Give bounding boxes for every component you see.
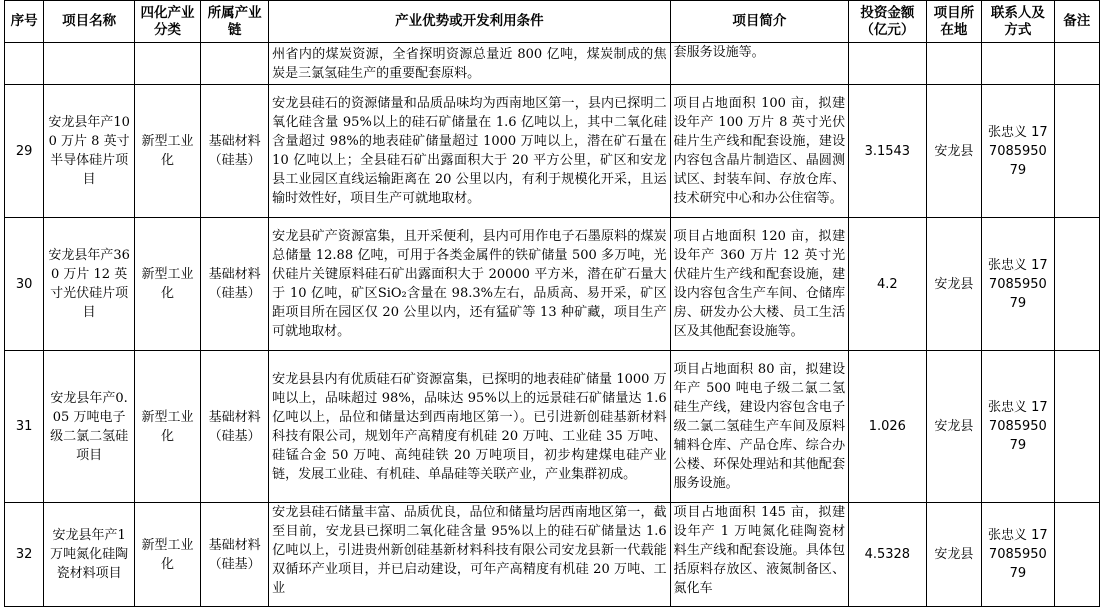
cell-amount: 4.2 [849, 218, 926, 351]
header-category: 四化产业分类 [135, 1, 201, 43]
cell-note [1054, 85, 1100, 218]
cell-no: 30 [5, 218, 44, 351]
cell-chain: 基础材料（硅基） [201, 503, 269, 607]
cell-category: 新型工业化 [135, 85, 201, 218]
cell-note [1054, 43, 1100, 85]
header-advantage: 产业优势或开发利用条件 [269, 1, 670, 43]
table-row [5, 351, 1100, 503]
cell-category: 新型工业化 [135, 351, 201, 503]
cell-contact: 张忠义 17708595079 [982, 218, 1054, 351]
project-table-wrapper [4, 0, 1100, 607]
cell-note [1054, 503, 1100, 607]
header-contact: 联系人及方式 [982, 1, 1054, 43]
header-intro: 项目简介 [670, 1, 849, 43]
cell-contact: 张忠义 17708595079 [982, 85, 1054, 218]
header-chain: 所属产业链 [201, 1, 269, 43]
cell-location: 安龙县 [926, 351, 982, 503]
cell-intro: 项目占地面积 80 亩，拟建设年产 500 吨电子级二氯二氢硅生产线，建设内容包含电子级二氯二氢硅生产车间及原料辅料仓库、产品仓库、综合办公楼、环保处理站和其他配套服务设施。 [670, 351, 849, 503]
cell-category [135, 43, 201, 85]
table-row [5, 218, 1100, 351]
cell-name [44, 43, 135, 85]
cell-no: 29 [5, 85, 44, 218]
header-location: 项目所在地 [926, 1, 982, 43]
cell-name: 安龙县年产100 万片 8 英寸半导体硅片项目 [44, 85, 135, 218]
cell-advantage: 安龙县硅石的资源储量和品质品味均为西南地区第一，县内已探明二氧化硅含量 95%以上的硅石矿储量在 1.6 亿吨以上，其中二氧化硅含量超过 98%的地表硅矿储量超过 1000 万吨以上，潜在矿石量在 10 亿吨以上；全县硅石矿出露面积大于 20 平方公里，矿区和安龙县工业园区直线运输距离在 20 公里以内，有利于规模化开采，且运输时效性好，项目生产可就地取材。 [269, 85, 670, 218]
cell-category: 新型工业化 [135, 503, 201, 607]
cell-chain: 基础材料（硅基） [201, 218, 269, 351]
cell-name: 安龙县年产0.05 万吨电子级二氯二氢硅项目 [44, 351, 135, 503]
cell-amount: 4.5328 [849, 503, 926, 607]
cell-no: 31 [5, 351, 44, 503]
cell-advantage: 州省内的煤炭资源，全省探明资源总量近 800 亿吨，煤炭制成的焦炭是三氯氢硅生产的重要配套原料。 [269, 43, 670, 85]
header-amount: 投资金额（亿元） [849, 1, 926, 43]
cell-name: 安龙县年产1 万吨氮化硅陶瓷材料项目 [44, 503, 135, 607]
cell-intro: 项目占地面积 100 亩，拟建设年产 100 万片 8 英寸光伏硅片生产线和配套设施，建设内容包含晶片制造区、晶圆测试区、封装车间、存放仓库、技术研究中心和办公住宿等。 [670, 85, 849, 218]
cell-name: 安龙县年产360 万片 12 英寸光伏硅片项目 [44, 218, 135, 351]
cell-location [926, 43, 982, 85]
cell-intro: 项目占地面积 145 亩，拟建设年产 1 万吨氮化硅陶瓷材料生产线和配套设施。具体包括原料存放区、液氮制备区、氮化车 [670, 503, 849, 607]
cell-intro: 项目占地面积 120 亩，拟建设年产 360 万片 12 英寸光伏硅片生产线和配套设施，建设内容包含生产车间、仓储库房、研发办公大楼、员工生活区及其他配套设施等。 [670, 218, 849, 351]
project-table [4, 0, 1100, 607]
table-row [5, 85, 1100, 218]
table-row-continued [5, 43, 1100, 85]
cell-amount: 1.026 [849, 351, 926, 503]
cell-note [1054, 218, 1100, 351]
cell-advantage: 安龙县硅石储量丰富、品质优良，品位和储量均居西南地区第一，截至目前，安龙县已探明二氧化硅含量 95%以上的硅石矿储量达 1.6 亿吨以上，引进贵州新创硅基新材料科技有限公司安龙县新一代载能双循环产业项目，并已启动建设，可年产高精度有机硅 20 万吨、工业 [269, 503, 670, 607]
header-name: 项目名称 [44, 1, 135, 43]
cell-category: 新型工业化 [135, 218, 201, 351]
header-note: 备注 [1054, 1, 1100, 43]
cell-contact: 张忠义 17708595079 [982, 351, 1054, 503]
cell-amount [849, 43, 926, 85]
table-row [5, 503, 1100, 607]
header-no: 序号 [5, 1, 44, 43]
header-row [5, 1, 1100, 43]
cell-advantage: 安龙县矿产资源富集，且开采便利，县内可用作电子石墨原料的煤炭总储量 12.88 亿吨，可用于各类金属件的铁矿储量 500 多万吨，光伏硅片关键原料硅石矿出露面积大于 20000 平方米，潜在矿石量大于 10 亿吨，矿区SiO₂含量在 98.3%左右，品质高、易开采，矿区距项目所在园区仅 20 公里以内，还有猛矿等 13 种矿藏，项目生产可就地取材。 [269, 218, 670, 351]
cell-no [5, 43, 44, 85]
cell-contact [982, 43, 1054, 85]
cell-amount: 3.1543 [849, 85, 926, 218]
cell-location: 安龙县 [926, 218, 982, 351]
cell-chain [201, 43, 269, 85]
cell-advantage: 安龙县县内有优质硅石矿资源富集，已探明的地表硅矿储量 1000 万吨以上，品味超过 98%，品味达 95%以上的远景硅石矿储量达 1.6 亿吨以上，品位和储量达到西南地区第一）。已引进新创硅基新材料科技有限公司，规划年产高精度有机硅 20 万吨、工业硅 35 万吨、硅锰合金 50 万吨、高纯硅铁 20 万吨项目，初步构建煤电硅产业链，发展工业硅、有机硅、单晶硅等关联产业，产业集群初成。 [269, 351, 670, 503]
cell-no: 32 [5, 503, 44, 607]
cell-intro: 套服务设施等。 [670, 43, 849, 85]
cell-note [1054, 351, 1100, 503]
cell-location: 安龙县 [926, 503, 982, 607]
cell-contact: 张忠义 17708595079 [982, 503, 1054, 607]
cell-chain: 基础材料（硅基） [201, 85, 269, 218]
cell-location: 安龙县 [926, 85, 982, 218]
cell-chain: 基础材料（硅基） [201, 351, 269, 503]
